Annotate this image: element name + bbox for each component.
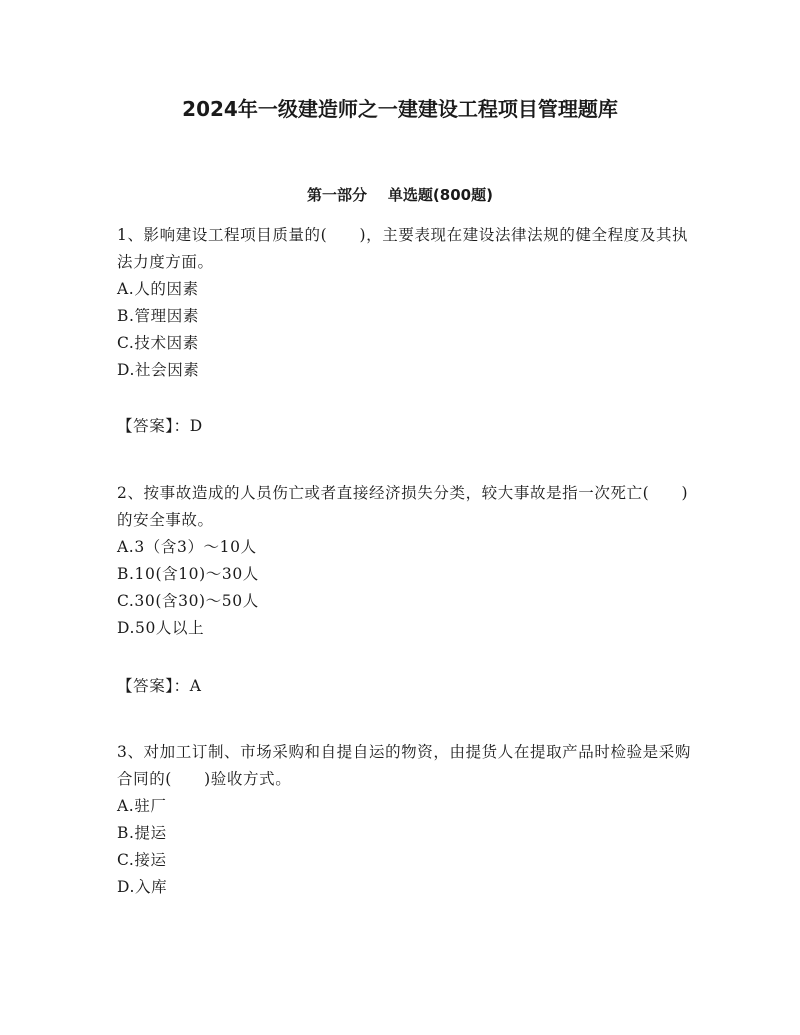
answer-value: D <box>189 417 203 435</box>
option-d: D.入库 <box>117 878 168 896</box>
option-list <box>117 793 697 901</box>
option-c: C.接运 <box>117 851 167 869</box>
option-b: B.10(含10)～30人 <box>117 565 259 583</box>
answer-label: 【答案】： <box>117 677 190 695</box>
question-stem: 3、对加工订制、市场采购和自提自运的物资，由提货人在提取产品时检验是采购合同的( )验收方式。 <box>117 743 691 788</box>
document-title: 2024年一级建造师之一建建设工程项目管理题库 <box>182 97 618 121</box>
option-list <box>117 534 697 642</box>
option-a: A.人的因素 <box>117 280 199 298</box>
question-stem: 1、影响建设工程项目质量的( )，主要表现在建设法律法规的健全程度及其执法力度方面。 <box>117 226 689 271</box>
answer-2 <box>117 673 202 700</box>
section-heading: 第一部分 单选题(800题) <box>307 186 493 204</box>
answer-label: 【答案】： <box>117 417 190 435</box>
question-stem: 2、按事故造成的人员伤亡或者直接经济损失分类，较大事故是指一次死亡( )的安全事故。 <box>117 484 689 529</box>
option-d: D.社会因素 <box>117 361 200 379</box>
option-list <box>117 276 697 384</box>
option-b: B.提运 <box>117 824 167 842</box>
answer-value: A <box>189 677 202 695</box>
question-3 <box>117 739 697 901</box>
option-d: D.50人以上 <box>117 619 205 637</box>
option-c: C.30(含30)～50人 <box>117 592 259 610</box>
question-2 <box>117 480 697 642</box>
option-c: C.技术因素 <box>117 334 199 352</box>
option-a: A.3（含3）～10人 <box>117 538 257 556</box>
option-a: A.驻厂 <box>117 797 167 815</box>
answer-1 <box>117 413 203 440</box>
question-1 <box>117 222 697 384</box>
option-b: B.管理因素 <box>117 307 199 325</box>
